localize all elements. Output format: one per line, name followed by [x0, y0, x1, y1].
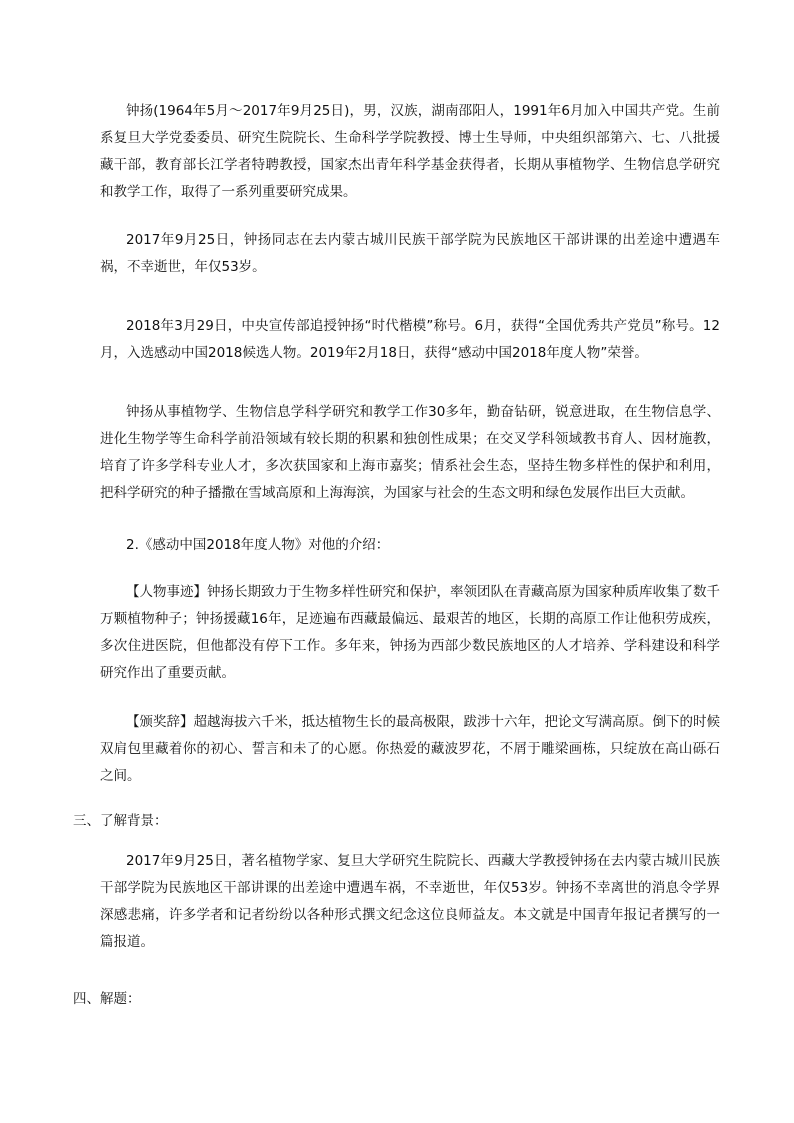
- biography-paragraph: 钟扬(1964年5月～2017年9月25日)，男，汉族，湖南邵阳人，1991年6月加入中国共产党。生前系复旦大学党委委员、研究生院院长、生命科学学院教授、博士生导师，中央组织部第六、七、八批援藏干部，教育部长江学者特聘教授，国家杰出青年科学基金获得者，长期从事植物学、生物信息学研究和教学工作，取得了一系列重要研究成果。: [100, 103, 720, 200]
- section-heading-title-explanation: 四、解题：: [73, 991, 141, 1007]
- death-paragraph: 2017年9月25日，钟扬同志在去内蒙古城川民族干部学院为民族地区干部讲课的出差途中遭遇车祸，不幸逝世，年仅53岁。: [100, 232, 720, 275]
- background-paragraph: 2017年9月25日，著名植物学家、复旦大学研究生院院长、西藏大学教授钟扬在去内蒙古城川民族干部学院为民族地区干部讲课的出差途中遭遇车祸，不幸逝世，年仅53岁。钟扬不幸离世的消息令学界深感悲痛，许多学者和记者纷纷以各种形式撰文纪念这位良师益友。本文就是中国青年报记者撰写的一篇报道。: [100, 853, 720, 950]
- section-heading-background: 三、了解背景：: [73, 813, 168, 829]
- award-speech-paragraph: 【颁奖辞】超越海拔六千米，抵达植物生长的最高极限，跋涉十六年，把论文写满高原。倒下的时候双肩包里藏着你的初心、誓言和未了的心愿。你热爱的藏波罗花，不屑于雕梁画栋，只绽放在高山砾石之间。: [100, 714, 720, 784]
- deeds-paragraph: 【人物事迹】钟扬长期致力于生物多样性研究和保护，率领团队在青藏高原为国家种质库收集了数千万颗植物种子；钟扬援藏16年，足迹遍布西藏最偏远、最艰苦的地区，长期的高原工作让他积劳成疾，多次住进医院，但他都没有停下工作。多年来，钟扬为西部少数民族地区的人才培养、学科建设和科学研究作出了重要贡献。: [100, 584, 720, 681]
- section-heading-introduction: 2.《感动中国2018年度人物》对他的介绍：: [126, 537, 390, 553]
- career-paragraph: 钟扬从事植物学、生物信息学科学研究和教学工作30多年，勤奋钻研，锐意进取，在生物信息学、进化生物学等生命科学前沿领域有较长期的积累和独创性成果；在交叉学科领域教书育人、因材施教，培育了许多学科专业人才，多次获国家和上海市嘉奖；情系社会生态，坚持生物多样性的保护和利用，把科学研究的种子播撒在雪域高原和上海海滨，为国家与社会的生态文明和绿色发展作出巨大贡献。: [100, 404, 720, 501]
- honors-paragraph: 2018年3月29日，中央宣传部追授钟扬“时代楷模”称号。6月，获得“全国优秀共产党员”称号。12月，入选感动中国2018候选人物。2019年2月18日，获得“感动中国2018年度人物”荣誉。: [100, 318, 720, 361]
